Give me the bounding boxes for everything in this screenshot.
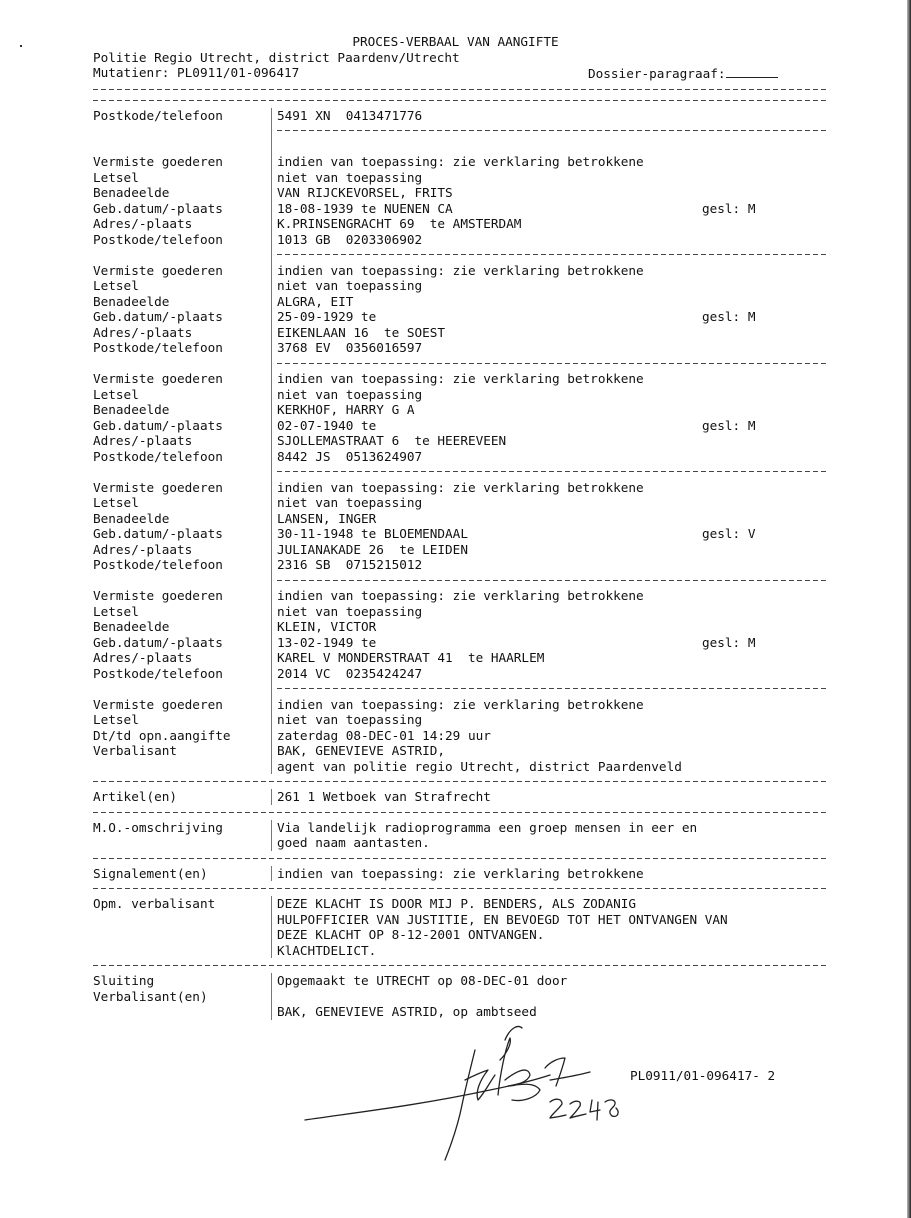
postkode-value: 2316 SB 0715215012 [277,557,423,572]
field-label: Vermiste goederen [93,154,223,169]
letsel-value: niet van toepassing [277,712,423,727]
first-postkode-row [93,108,828,155]
persons-list [93,154,828,697]
field-label: Postkode/telefoon [93,231,223,247]
sluiting-line: BAK, GENEVIEVE ASTRID, op ambtseed [277,1004,537,1019]
address-value: K.PRINSENGRACHT 69 te AMSTERDAM [277,216,522,231]
field-label: Verbalisant(en) [93,988,208,1004]
field-label: Vermiste goederen [93,262,223,278]
field-label: Geb.datum/-plaats [93,634,223,650]
scan-edge [907,0,911,1218]
benadeelde-name: LANSEN, INGER [277,510,377,526]
signalement-value: indien van toepassing: zie verklaring betrokkene [277,865,644,881]
field-label: Benadeelde [93,402,170,417]
document-title: PROCES-VERBAAL VAN AANGIFTE [352,34,559,49]
letsel-value: niet van toepassing [277,495,423,510]
field-label: Opm. verbalisant [93,896,216,911]
labels-column [93,154,271,263]
field-label: Adres/-plaats [93,433,193,448]
field-label: Postkode/telefoon [93,340,223,355]
benadeelde-name: VAN RIJCKEVORSEL, FRITS [277,185,453,200]
divider [93,858,828,859]
field-label: Geb.datum/-plaats [93,200,223,216]
postkode-value: 8442 JS 0513624907 [277,448,423,464]
divider [93,100,828,101]
letsel-value: niet van toepassing [277,169,423,185]
values-column [271,480,828,589]
divider [93,888,828,889]
values-column [271,371,828,480]
values-column [271,154,828,263]
mo-line: Via landelijk radioprogramma een groep mensen in eer en [277,819,698,835]
opm-row [93,896,828,958]
mutation-number: Mutatienr: PL0911/01-096417 [93,65,300,80]
goederen-value: indien van toepassing: zie verklaring betrokkene [277,262,644,278]
field-label: Artikel(en) [93,789,178,804]
goederen-value: indien van toepassing: zie verklaring betrokkene [277,696,644,712]
mo-row [93,820,828,851]
field-label: Letsel [93,278,139,293]
birth-date-place: 30-11-1948 te BLOEMENDAAL [277,526,468,541]
artikel-row [93,789,828,805]
police-region: Politie Regio Utrecht, district Paardenv/Utrecht [93,49,460,65]
field-label: Benadeelde [93,185,170,200]
postkode-value: 1013 GB 0203306902 [277,231,423,247]
mutation-line [93,65,828,81]
field-label: Benadeelde [93,510,170,526]
field-label: Postkode/telefoon [93,665,223,681]
opm-line: HULPOFFICIER VAN JUSTITIE, EN BEVOEGD TOT HET ONTVANGEN VAN [277,911,728,927]
field-label: Geb.datum/-plaats [93,417,223,433]
values-column [271,697,828,775]
person-block [93,588,828,697]
person-block [93,371,828,480]
field-label: Adres/-plaats [93,216,193,231]
artikel-value: 261 1 Wetboek van Strafrecht [277,789,491,804]
letsel-value: niet van toepassing [277,278,423,293]
field-label: Letsel [93,603,139,619]
goederen-value: indien van toepassing: zie verklaring betrokkene [277,588,644,603]
geb-value [277,526,828,542]
mo-line: goed naam aantasten. [277,835,430,850]
document-page [93,34,828,1020]
gender-value: gesl: M [702,417,756,433]
person-block [93,263,828,372]
field-label: Adres/-plaats [93,650,193,665]
gender-value: gesl: V [702,526,756,541]
gender-value: gesl: M [702,309,756,324]
aangifte-datetime: zaterdag 08-DEC-01 14:29 uur [277,727,491,743]
person-block [93,480,828,589]
address-value: EIKENLAAN 16 te SOEST [277,324,446,340]
field-label: Letsel [93,386,139,402]
verbalisant-block [93,697,828,775]
geb-value [277,635,828,651]
field-label: Benadeelde [93,293,170,309]
field-label: Adres/-plaats [93,324,193,340]
values-column [271,263,828,372]
field-label: Vermiste goederen [93,588,223,603]
field-label: Verbalisant [93,743,178,758]
divider [93,812,828,813]
labels-column [93,371,271,480]
scan-speck [20,45,22,47]
postkode-value: 3768 EV 0356016597 [277,340,423,355]
birth-date-place: 02-07-1940 te [277,417,377,433]
gender-value: gesl: M [702,634,756,650]
birth-date-place: 18-08-1939 te NUENEN CA [277,200,453,216]
page-reference: PL0911/01-096417- 2 [630,1068,776,1083]
letsel-value: niet van toepassing [277,386,423,402]
handwritten-signature [300,1020,640,1170]
benadeelde-name: KERKHOF, HARRY G A [277,402,415,417]
labels-column [93,480,271,589]
opm-line: DEZE KLACHT IS DOOR MIJ P. BENDERS, ALS ZODANIG [277,896,637,911]
geb-value [277,418,828,434]
labels-column [93,588,271,697]
field-label: Postkode/telefoon [93,107,223,123]
benadeelde-name: ALGRA, EIT [277,293,354,309]
field-label: Letsel [93,169,139,185]
field-label: Vermiste goederen [93,479,223,495]
labels-column [93,697,271,775]
field-label: Geb.datum/-plaats [93,526,223,541]
benadeelde-name: KLEIN, VICTOR [277,619,377,634]
birth-date-place: 13-02-1949 te [277,634,377,650]
address-value: JULIANAKADE 26 te LEIDEN [277,541,468,557]
postkode-value: 5491 XN 0413471776 [277,107,423,123]
sluiting-line: Opgemaakt te UTRECHT op 08-DEC-01 door [277,973,568,988]
verbalisant-function: agent van politie regio Utrecht, district Paardenveld [277,758,682,774]
signalement-row [93,866,828,882]
person-block [93,154,828,263]
geb-value [277,309,828,325]
field-label: Letsel [93,712,139,727]
address-value: KAREL V MONDERSTRAAT 41 te HAARLEM [277,650,545,665]
goederen-value: indien van toepassing: zie verklaring betrokkene [277,371,644,386]
field-label: Vermiste goederen [93,696,223,712]
field-label: Postkode/telefoon [93,448,223,464]
geb-value [277,201,828,217]
divider [93,781,828,782]
field-label: M.O.-omschrijving [93,819,223,835]
letsel-value: niet van toepassing [277,603,423,619]
dossier-paragraph: Dossier-paragraaf: [588,65,778,82]
opm-line: DEZE KLACHT OP 8-12-2001 ONTVANGEN. [277,927,545,942]
field-value [271,108,828,155]
goederen-value: indien van toepassing: zie verklaring betrokkene [277,479,644,495]
goederen-value: indien van toepassing: zie verklaring betrokkene [277,154,644,169]
gender-value: gesl: M [702,200,756,216]
field-label: Postkode/telefoon [93,557,223,572]
opm-line: KlACHTDELICT. [277,942,377,958]
field-label: Letsel [93,495,139,510]
labels-column [93,263,271,372]
divider [93,965,828,966]
verbalisant-name: BAK, GENEVIEVE ASTRID, [277,743,446,758]
birth-date-place: 25-09-1929 te [277,309,377,324]
field-label: Geb.datum/-plaats [93,309,223,324]
field-label: Sluiting [93,973,155,988]
values-column [271,588,828,697]
address-value: SJOLLEMASTRAAT 6 te HEEREVEEN [277,433,507,448]
divider [93,89,828,90]
field-label: Benadeelde [93,619,170,634]
sluiting-row [93,973,828,1020]
field-label: Adres/-plaats [93,541,193,557]
field-label: Dt/td opn.aangifte [93,727,231,743]
field-label: Vermiste goederen [93,371,223,386]
field-label: Signalement(en) [93,865,208,881]
postkode-value: 2014 VC 0235424247 [277,665,423,681]
